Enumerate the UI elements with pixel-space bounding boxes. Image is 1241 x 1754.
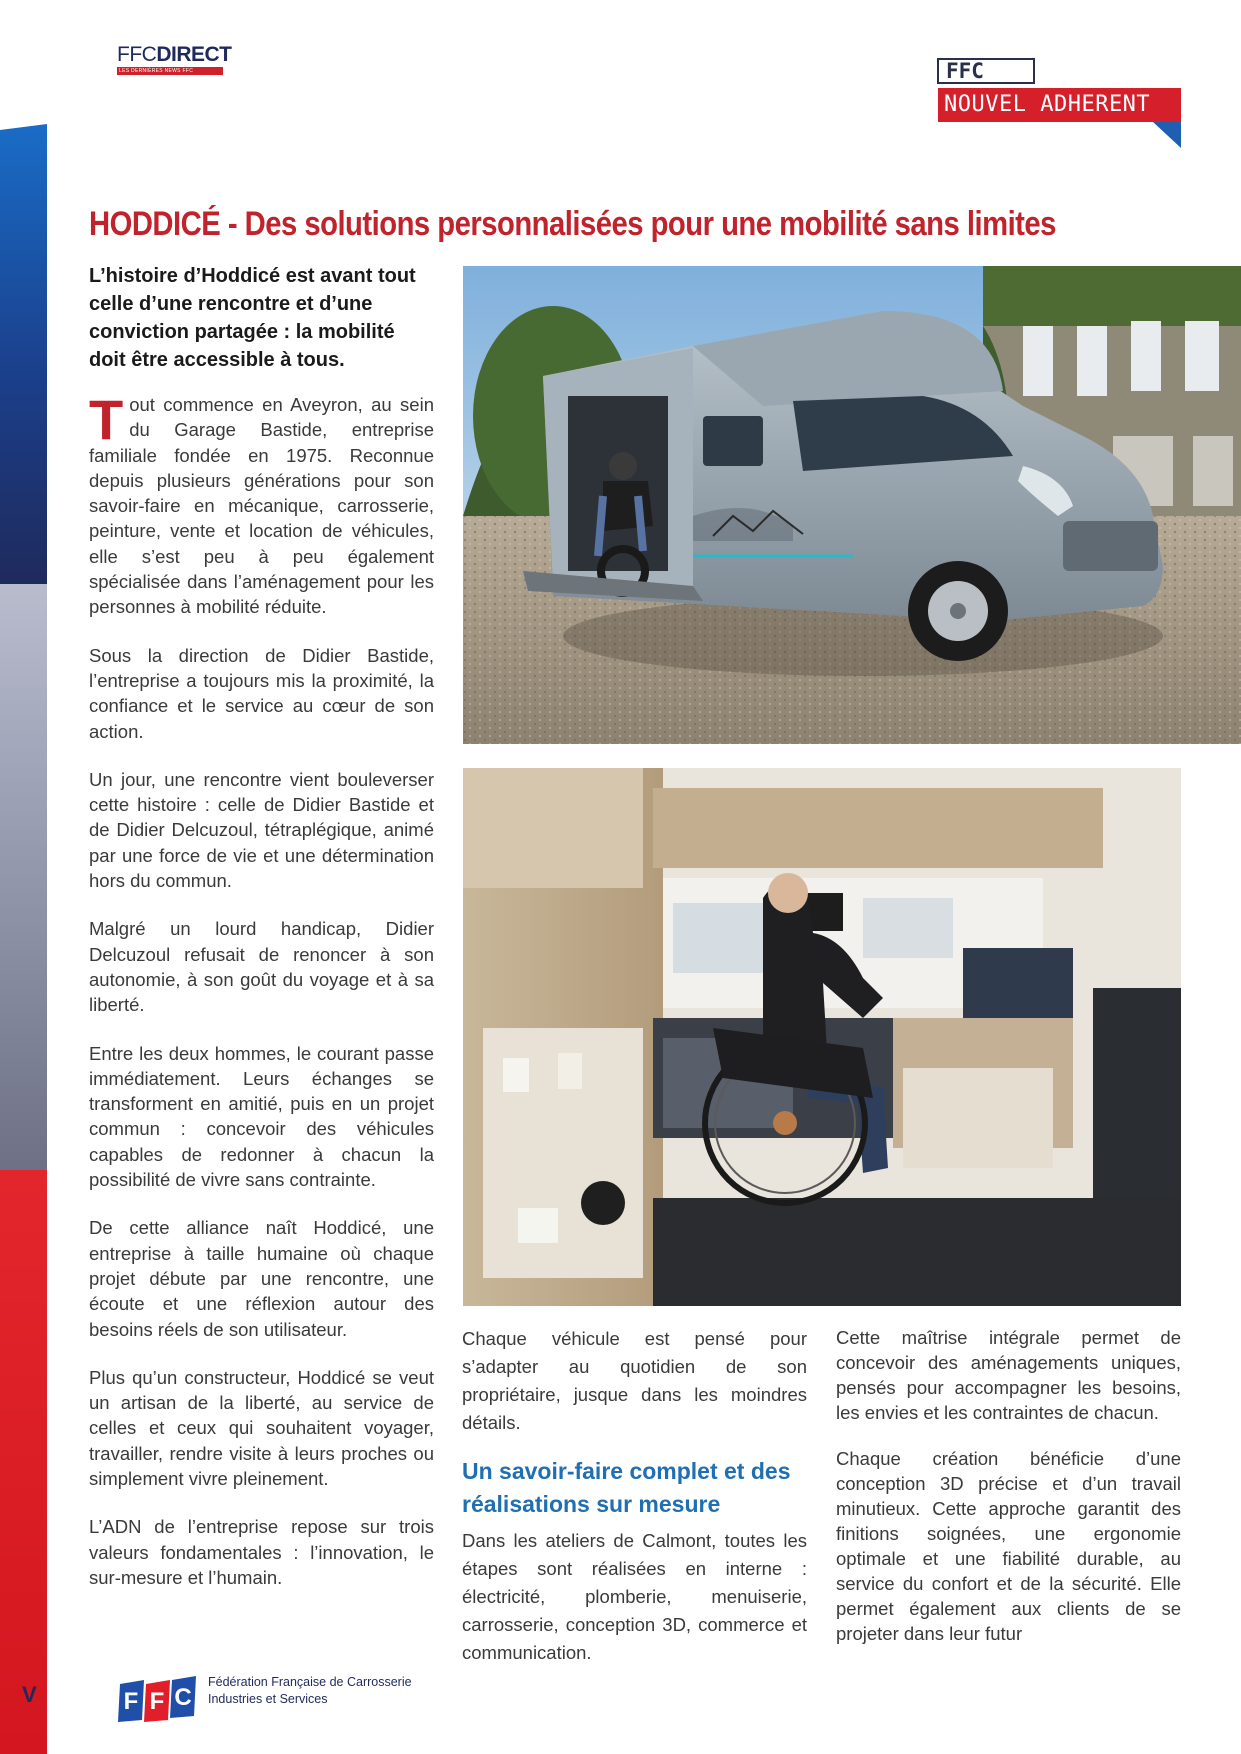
article-lead: L’histoire d’Hoddicé est avant tout celle d’une rencontre et d’une conviction partagée : la mobilité doit être accessible à tous. bbox=[89, 265, 416, 371]
interior-illustration bbox=[463, 768, 1181, 1306]
column-right bbox=[836, 1325, 1181, 1667]
org-line-1: Fédération Française de Carrosserie bbox=[208, 1675, 412, 1689]
photo-van-interior bbox=[463, 768, 1181, 1306]
paragraph-2: Sous la direction de Didier Bastide, l’entreprise a toujours mis la proximité, la confiance et le service au cœur de son action. bbox=[89, 644, 434, 742]
footer-org-name bbox=[208, 1674, 412, 1708]
paragraph-8: L’ADN de l’entreprise repose sur trois valeurs fondamentales : l’innovation, le sur-mesure et l’humain. bbox=[89, 1516, 434, 1588]
logo-direct-text: DIRECT bbox=[156, 43, 232, 66]
org-line-2: Industries et Services bbox=[208, 1692, 328, 1706]
paragraph-4: Malgré un lourd handicap, Didier Delcuzoul refusait de renoncer à son autonomie, à son goût du voyage et à sa liberté. bbox=[89, 918, 434, 1016]
page-number: V bbox=[22, 1682, 37, 1707]
column-middle bbox=[462, 1325, 807, 1667]
logo-letter-2: F bbox=[149, 1688, 165, 1715]
paragraph-3: Un jour, une rencontre vient bouleverser cette histoire : celle de Didier Bastide et de Didier Delcuzoul, tétraplégique, animé par une force de vie et une détermination hors du commun. bbox=[89, 768, 434, 892]
paragraph-c2-1: Chaque véhicule est pensé pour s’adapter au quotidien de son propriétaire, jusque dans les moindres détails. bbox=[462, 1328, 807, 1433]
photo-van-exterior bbox=[463, 266, 1241, 744]
logo-tagline: LES DERNIÈRES NEWS FFC bbox=[119, 68, 194, 74]
section-tag-label: NOUVEL ADHERENT bbox=[944, 92, 1151, 117]
logo-letter-3: C bbox=[174, 1684, 192, 1711]
column-left bbox=[89, 388, 434, 1613]
section-heading: Un savoir-faire complet et des réalisations sur mesure bbox=[462, 1458, 791, 1517]
section-tag-corner bbox=[1153, 122, 1181, 148]
logo-letter-1: F bbox=[123, 1688, 139, 1715]
paragraph-1-text: out commence en Aveyron, au sein du Garage Bastide, entreprise familiale fondée en 1975. Reconnue depuis plusieurs générations pour son savoir-faire en mécanique, carrosserie, peinture, vente et location de véhicules, elle s’est peu à peu également spécialisée dans l’aménagement pour les personnes à mobilité réduite. bbox=[89, 394, 434, 618]
side-strip-blue bbox=[0, 124, 47, 584]
ffc-direct-logo[interactable] bbox=[117, 44, 232, 66]
side-strip-red bbox=[0, 1170, 47, 1754]
paragraph-6: De cette alliance naît Hoddicé, une entreprise à taille humaine où chaque projet débute par une rencontre, une écoute et une réflexion autour des besoins réels de son utilisateur. bbox=[89, 1217, 434, 1340]
drop-cap: T bbox=[89, 388, 124, 451]
logo-ffc-text: FFC bbox=[117, 43, 157, 66]
paragraph-c3-1: Cette maîtrise intégrale permet de concevoir des aménagements uniques, pensés pour accompagner les besoins, les envies et les contraintes de chacun. bbox=[836, 1327, 1181, 1423]
article-title: HODDICÉ - Des solutions personnalisées pour une mobilité sans limites bbox=[89, 205, 1056, 243]
paragraph-7: Plus qu’un constructeur, Hoddicé se veut un artisan de la liberté, au service de celles et ceux qui souhaitent voyager, travailler, rendre visite à leurs proches ou simplement vivre pleinement. bbox=[89, 1366, 434, 1489]
paragraph-c3-2: Chaque création bénéficie d’une conception 3D précise et d’un travail minutieux. Cette approche garantit des finitions soignées, une ergonomie optimale et une fiabilité durable, au service du confort et de la sécurité. Elle permet également aux clients de se projeter dans leur futur bbox=[836, 1448, 1181, 1644]
van-illustration bbox=[463, 266, 1241, 744]
ffc-logo-mark-icon bbox=[118, 1674, 198, 1726]
paragraph-c2-2: Dans les ateliers de Calmont, toutes les étapes sont réalisées en interne : électricité, plomberie, menuiserie, carrosserie, conception 3D, commerce et communication. bbox=[462, 1530, 807, 1663]
paragraph-5: Entre les deux hommes, le courant passe immédiatement. Leurs échanges se transforment en amitié, puis en un projet commun : concevoir des véhicules capables de redonner à chacun la possibilité de vivre sans contrainte. bbox=[89, 1042, 434, 1191]
paragraph-1 bbox=[89, 388, 434, 620]
section-tag-ffc: FFC bbox=[946, 59, 984, 83]
ffc-footer-logo[interactable] bbox=[118, 1674, 198, 1731]
side-strip-grey bbox=[0, 584, 47, 1170]
